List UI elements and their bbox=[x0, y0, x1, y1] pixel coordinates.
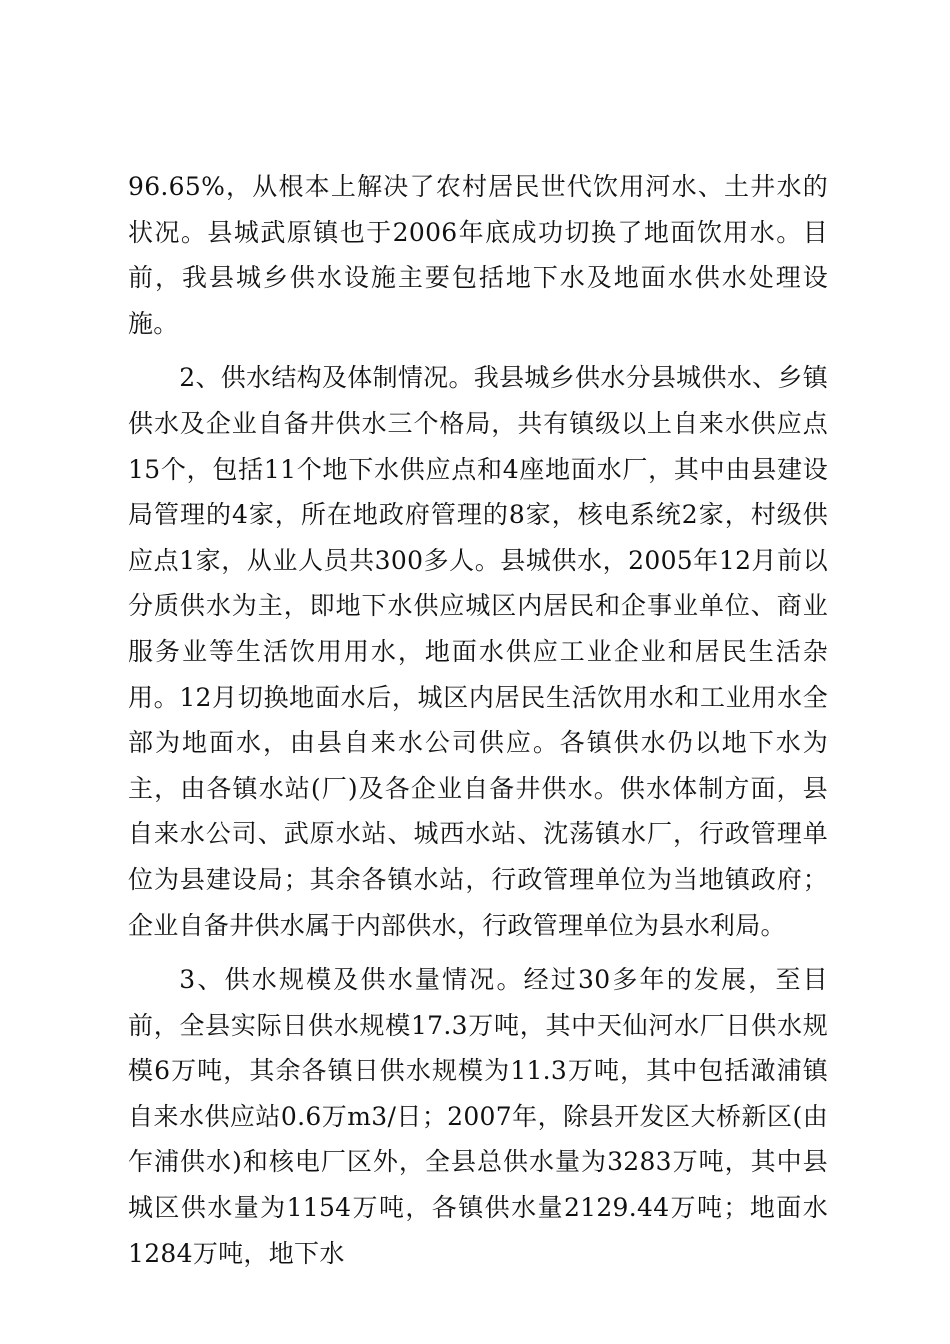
paragraph-1: 96.65%，从根本上解决了农村居民世代饮用河水、土井水的状况。县城武原镇也于2006年底成功切换了地面饮用水。目前，我县城乡供水设施主要包括地下水及地面水供水处理设施。 bbox=[128, 172, 828, 338]
paragraph-3: 3、供水规模及供水量情况。经过30多年的发展，至目前，全县实际日供水规模17.3万吨，其中天仙河水厂日供水规模6万吨，其余各镇日供水规模为11.3万吨，其中包括澉浦镇自来水供应站0.6万m3/日；2007年，除县开发区大桥新区(由乍浦供水)和核电厂区外，全县总供水量为3283万吨，其中县城区供水量为1154万吨，各镇供水量2129.44万吨；地面水1284万吨，地下水 bbox=[128, 965, 828, 1268]
document-body bbox=[128, 164, 828, 1276]
paragraph-2: 2、供水结构及体制情况。我县城乡供水分县城供水、乡镇供水及企业自备井供水三个格局，共有镇级以上自来水供应点15个，包括11个地下水供应点和4座地面水厂，其中由县建设局管理的4家，所在地政府管理的8家，核电系统2家，村级供应点1家，从业人员共300多人。县城供水，2005年12月前以分质供水为主，即地下水供应城区内居民和企事业单位、商业服务业等生活饮用用水，地面水供应工业企业和居民生活杂用。12月切换地面水后，城区内居民生活饮用水和工业用水全部为地面水，由县自来水公司供应。各镇供水仍以地下水为主，由各镇水站(厂)及各企业自备井供水。供水体制方面，县自来水公司、武原水站、城西水站、沈荡镇水厂，行政管理单位为县建设局；其余各镇水站，行政管理单位为当地镇政府；企业自备井供水属于内部供水，行政管理单位为县水利局。 bbox=[128, 363, 828, 940]
